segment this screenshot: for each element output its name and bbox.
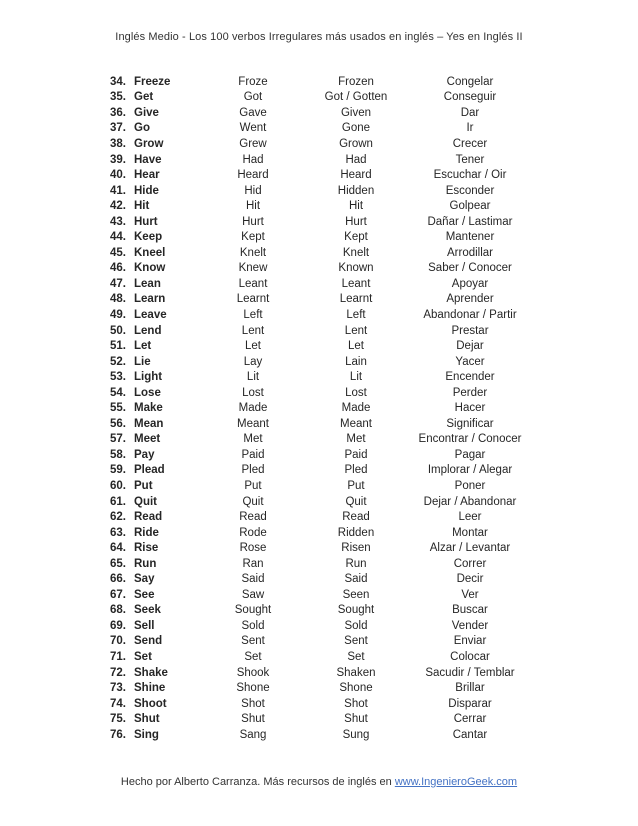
table-row — [104, 540, 533, 556]
table-row — [104, 556, 533, 572]
verb-past-simple: Pled — [241, 464, 265, 477]
verb-translation: Vender — [451, 619, 489, 632]
verb-past-participle: Heard — [340, 169, 372, 182]
verb-infinitive: Freeze — [134, 75, 171, 88]
row-number: 75. — [110, 713, 126, 726]
footer-text: Hecho por Alberto Carranza. Más recursos de inglés en — [120, 776, 395, 788]
row-number: 59. — [110, 464, 126, 477]
verb-past-simple: Lay — [243, 355, 263, 368]
table-row — [104, 525, 533, 541]
verb-past-simple: Read — [239, 511, 267, 524]
row-number: 60. — [110, 479, 126, 492]
verb-past-simple: Set — [244, 651, 262, 663]
verb-translation: Correr — [453, 557, 487, 570]
row-number: 53. — [110, 371, 126, 384]
table-row — [104, 90, 533, 106]
verb-past-participle: Learnt — [339, 293, 373, 306]
verb-past-participle: Kept — [344, 231, 368, 244]
verb-infinitive: Learn — [134, 293, 166, 306]
verb-past-simple: Learnt — [236, 293, 270, 306]
verb-past-simple: Meant — [237, 417, 269, 430]
row-number: 70. — [110, 635, 126, 648]
verb-past-simple: Sold — [241, 619, 265, 632]
table-row — [104, 665, 533, 681]
verb-translation: Crecer — [452, 137, 488, 150]
verb-past-participle: Left — [346, 308, 366, 321]
verb-past-participle: Frozen — [338, 75, 374, 88]
verb-past-participle: Lain — [345, 355, 367, 368]
verb-translation: Saber / Conocer — [428, 262, 512, 275]
verb-infinitive: Make — [134, 402, 163, 415]
verb-past-simple: Sang — [239, 728, 267, 741]
verb-past-participle: Given — [340, 106, 372, 119]
verb-infinitive: Quit — [134, 495, 157, 508]
irregular-verbs-table — [104, 74, 533, 743]
row-number: 61. — [110, 495, 126, 508]
row-number: 41. — [110, 184, 126, 197]
row-number: 45. — [110, 246, 126, 259]
verb-past-simple: Rode — [239, 526, 267, 539]
verb-past-simple: Shook — [236, 666, 270, 679]
table-row — [104, 261, 533, 277]
verb-infinitive: Rise — [134, 542, 159, 555]
table-row — [104, 198, 533, 214]
verb-past-participle: Set — [347, 651, 365, 663]
verb-past-simple: Shone — [236, 682, 270, 695]
verb-past-participle: Sought — [337, 604, 375, 617]
table-row — [104, 509, 533, 525]
table-row — [104, 463, 533, 479]
verb-past-participle: Leant — [341, 277, 371, 290]
verb-past-simple: Grew — [239, 137, 267, 150]
verb-translation: Arrodillar — [446, 246, 493, 259]
table-row — [104, 727, 533, 743]
verb-past-simple: Saw — [241, 588, 265, 601]
row-number: 39. — [110, 153, 126, 166]
verb-infinitive: Sell — [134, 619, 155, 632]
verb-infinitive: Sing — [134, 728, 159, 741]
verb-past-participle: Shone — [339, 682, 373, 695]
row-number: 52. — [110, 355, 126, 368]
verb-infinitive: Go — [134, 122, 150, 135]
verb-translation: Golpear — [449, 200, 491, 213]
verb-translation: Pagar — [454, 448, 486, 461]
verb-translation: Dejar — [456, 340, 484, 353]
verb-translation: Yacer — [455, 355, 485, 368]
verb-past-participle: Sent — [344, 635, 368, 648]
verb-infinitive: Light — [134, 371, 163, 384]
page-title: Inglés Medio - Los 100 verbos Irregulares más usados en inglés – Yes en Inglés II — [115, 31, 523, 43]
row-number: 74. — [110, 697, 126, 710]
table-row — [104, 711, 533, 727]
verb-past-simple: Hid — [244, 184, 262, 197]
verb-past-simple: Hurt — [242, 215, 264, 228]
row-number: 57. — [110, 433, 126, 446]
verb-past-participle: Knelt — [342, 246, 370, 259]
verb-translation: Disparar — [448, 697, 492, 710]
verb-translation: Hacer — [454, 402, 486, 415]
table-row — [104, 618, 533, 634]
verb-past-participle: Let — [348, 340, 364, 353]
table-row — [104, 183, 533, 199]
table-row — [104, 167, 533, 183]
row-number: 38. — [110, 137, 126, 150]
row-number: 44. — [110, 231, 126, 244]
verb-infinitive: Pay — [134, 448, 155, 461]
verb-infinitive: Run — [134, 557, 157, 570]
verb-infinitive: Meet — [134, 433, 161, 446]
row-number: 34. — [110, 75, 126, 88]
verb-past-simple: Shot — [241, 697, 265, 710]
verb-past-simple: Kept — [241, 231, 265, 244]
table-row — [104, 400, 533, 416]
table-row — [104, 385, 533, 401]
verb-past-simple: Got — [243, 91, 263, 104]
table-row — [104, 276, 533, 292]
verb-infinitive: Hit — [134, 200, 150, 213]
verb-translation: Enviar — [453, 635, 487, 648]
table-row — [104, 696, 533, 712]
verb-infinitive: Send — [134, 635, 163, 648]
row-number: 58. — [110, 448, 126, 461]
verb-past-participle: Known — [338, 262, 374, 275]
verb-translation: Encender — [445, 371, 495, 384]
verb-infinitive: Lend — [134, 324, 162, 337]
verb-past-participle: Got / Gotten — [324, 91, 388, 104]
row-number: 50. — [110, 324, 126, 337]
row-number: 43. — [110, 215, 126, 228]
verb-infinitive: Shut — [134, 713, 160, 726]
table-row — [104, 354, 533, 370]
verb-past-simple: Hit — [245, 200, 261, 213]
verb-past-participle: Put — [347, 479, 365, 492]
verb-past-participle: Pled — [344, 464, 368, 477]
verb-infinitive: Hurt — [134, 215, 158, 228]
verb-translation: Mantener — [445, 231, 495, 244]
verb-translation: Leer — [458, 511, 482, 524]
verb-translation: Cantar — [452, 728, 488, 741]
verb-translation: Prestar — [451, 324, 489, 337]
verb-translation: Abandonar / Partir — [423, 308, 517, 321]
row-number: 49. — [110, 308, 126, 321]
row-number: 54. — [110, 386, 126, 399]
row-number: 68. — [110, 604, 126, 617]
row-number: 48. — [110, 293, 126, 306]
verb-past-participle: Sold — [344, 619, 368, 632]
verb-past-simple: Sought — [234, 604, 272, 617]
verb-infinitive: Put — [134, 479, 153, 492]
row-number: 69. — [110, 619, 126, 632]
table-row — [104, 447, 533, 463]
row-number: 51. — [110, 340, 126, 353]
verb-infinitive: Plead — [134, 464, 165, 477]
verb-translation: Dañar / Lastimar — [427, 215, 513, 228]
table-row — [104, 292, 533, 308]
verb-infinitive: Say — [134, 573, 155, 586]
table-row — [104, 245, 533, 261]
row-number: 47. — [110, 277, 126, 290]
verb-past-simple: Said — [241, 573, 265, 586]
verb-infinitive: Let — [134, 340, 152, 353]
row-number: 36. — [110, 106, 126, 119]
verb-translation: Ver — [461, 588, 479, 601]
verb-past-simple: Ran — [242, 557, 264, 570]
verb-infinitive: Shake — [134, 666, 168, 679]
footer-website-link[interactable]: www.IngenieroGeek.com — [394, 776, 518, 788]
verb-infinitive: Get — [134, 91, 154, 104]
verb-past-participle: Lost — [345, 386, 367, 399]
verb-past-simple: Paid — [241, 448, 265, 461]
table-row — [104, 603, 533, 619]
verb-translation: Esconder — [445, 184, 495, 197]
table-row — [104, 369, 533, 385]
verb-past-simple: Lost — [242, 386, 264, 399]
row-number: 65. — [110, 557, 126, 570]
table-row — [104, 634, 533, 650]
table-row — [104, 105, 533, 121]
verb-past-participle: Sung — [342, 728, 370, 741]
verb-infinitive: Ride — [134, 526, 159, 539]
row-number: 42. — [110, 200, 126, 213]
verb-past-simple: Quit — [242, 495, 264, 508]
table-row — [104, 649, 533, 665]
row-number: 55. — [110, 402, 126, 415]
table-row — [104, 74, 533, 90]
row-number: 72. — [110, 666, 126, 679]
row-number: 76. — [110, 728, 126, 741]
verb-past-participle: Hurt — [345, 215, 367, 228]
verb-past-simple: Knelt — [239, 246, 267, 259]
verb-past-participle: Shot — [344, 697, 368, 710]
table-row — [104, 478, 533, 494]
verb-infinitive: Keep — [134, 231, 163, 244]
verb-past-participle: Hit — [348, 200, 364, 213]
verb-translation: Apoyar — [451, 277, 489, 290]
row-number: 35. — [110, 91, 126, 104]
verb-past-simple: Froze — [238, 75, 268, 88]
row-number: 71. — [110, 651, 126, 663]
verb-past-simple: Knew — [238, 262, 268, 275]
verb-past-participle: Shaken — [336, 666, 376, 679]
verb-infinitive: Have — [134, 153, 162, 166]
verb-infinitive: Hear — [134, 169, 160, 182]
verb-infinitive: Hide — [134, 184, 159, 197]
verb-translation: Decir — [456, 573, 484, 586]
verb-past-participle: Seen — [342, 588, 370, 601]
row-number: 46. — [110, 262, 126, 275]
verb-infinitive: Lean — [134, 277, 161, 290]
table-row — [104, 307, 533, 323]
row-number: 63. — [110, 526, 126, 539]
row-number: 37. — [110, 122, 126, 135]
row-number: 66. — [110, 573, 126, 586]
verb-translation: Buscar — [452, 604, 488, 617]
verb-past-simple: Sent — [241, 635, 265, 648]
verb-past-simple: Went — [239, 122, 267, 135]
verb-translation: Alzar / Levantar — [429, 542, 511, 555]
verb-past-participle: Lent — [344, 324, 368, 337]
row-number: 56. — [110, 417, 126, 430]
table-row — [104, 121, 533, 137]
verb-past-simple: Rose — [239, 542, 267, 555]
verb-translation: Tener — [455, 153, 485, 166]
table-row — [104, 214, 533, 230]
verb-past-participle: Met — [346, 433, 366, 446]
verb-past-participle: Said — [344, 573, 368, 586]
verb-past-participle: Lit — [349, 371, 363, 384]
verb-infinitive: Give — [134, 106, 159, 119]
table-row — [104, 152, 533, 168]
verb-past-participle: Risen — [341, 542, 371, 555]
verb-infinitive: Set — [134, 651, 152, 663]
table-row — [104, 680, 533, 696]
verb-past-participle: Gone — [341, 122, 371, 135]
verb-translation: Conseguir — [443, 91, 497, 104]
verb-infinitive: Shine — [134, 682, 166, 695]
verb-past-simple: Made — [238, 402, 268, 415]
verb-infinitive: Seek — [134, 604, 161, 617]
table-row — [104, 572, 533, 588]
verb-past-simple: Shut — [241, 713, 265, 726]
verb-translation: Sacudir / Temblar — [425, 666, 515, 679]
verb-translation: Dejar / Abandonar — [423, 495, 517, 508]
table-row — [104, 432, 533, 448]
verb-translation: Congelar — [446, 75, 494, 88]
verb-past-simple: Leant — [238, 277, 268, 290]
verb-translation: Significar — [446, 417, 494, 430]
row-number: 40. — [110, 169, 126, 182]
verb-past-simple: Met — [243, 433, 263, 446]
verb-past-simple: Gave — [239, 106, 267, 119]
row-number: 67. — [110, 588, 126, 601]
verb-infinitive: Lose — [134, 386, 161, 399]
verb-translation: Cerrar — [453, 713, 487, 726]
verb-infinitive: Lie — [134, 355, 151, 368]
verb-past-participle: Ridden — [337, 526, 375, 539]
verb-past-participle: Quit — [345, 495, 367, 508]
verb-past-simple: Let — [245, 340, 261, 353]
verb-translation: Poner — [454, 479, 486, 492]
row-number: 64. — [110, 542, 126, 555]
verb-translation: Ir — [466, 122, 474, 135]
verb-translation: Escuchar / Oir — [433, 169, 507, 182]
verb-translation: Dar — [460, 106, 480, 119]
verb-past-participle: Paid — [344, 448, 368, 461]
verb-past-simple: Heard — [237, 169, 269, 182]
verb-translation: Implorar / Alegar — [427, 464, 513, 477]
verb-translation: Brillar — [455, 682, 485, 695]
verb-infinitive: Know — [134, 262, 166, 275]
verb-past-participle: Read — [342, 511, 370, 524]
verb-infinitive: Mean — [134, 417, 164, 430]
verb-past-participle: Grown — [339, 137, 373, 150]
verb-past-participle: Run — [345, 557, 367, 570]
table-row — [104, 587, 533, 603]
verb-translation: Perder — [452, 386, 488, 399]
verb-infinitive: Leave — [134, 308, 167, 321]
verb-translation: Montar — [452, 526, 488, 539]
verb-past-simple: Had — [242, 153, 264, 166]
verb-translation: Encontrar / Conocer — [418, 433, 522, 446]
row-number: 62. — [110, 511, 126, 524]
verb-past-participle: Had — [345, 153, 367, 166]
verb-infinitive: Shoot — [134, 697, 167, 710]
verb-infinitive: Kneel — [134, 246, 166, 259]
row-number: 73. — [110, 682, 126, 695]
verb-translation: Colocar — [450, 651, 490, 663]
verb-past-simple: Lent — [241, 324, 265, 337]
verb-translation: Aprender — [446, 293, 494, 306]
table-row — [104, 323, 533, 339]
verb-infinitive: Read — [134, 511, 163, 524]
verb-past-simple: Left — [243, 308, 263, 321]
table-row — [104, 229, 533, 245]
table-row — [104, 416, 533, 432]
page-footer — [0, 776, 638, 788]
verb-past-participle: Meant — [340, 417, 372, 430]
table-row — [104, 136, 533, 152]
verb-infinitive: See — [134, 588, 155, 601]
verb-past-simple: Put — [244, 479, 262, 492]
verb-past-simple: Lit — [246, 371, 260, 384]
table-row — [104, 338, 533, 354]
verb-infinitive: Grow — [134, 137, 164, 150]
table-row — [104, 494, 533, 510]
verb-past-participle: Shut — [344, 713, 368, 726]
verb-past-participle: Made — [341, 402, 371, 415]
verb-past-participle: Hidden — [337, 184, 375, 197]
